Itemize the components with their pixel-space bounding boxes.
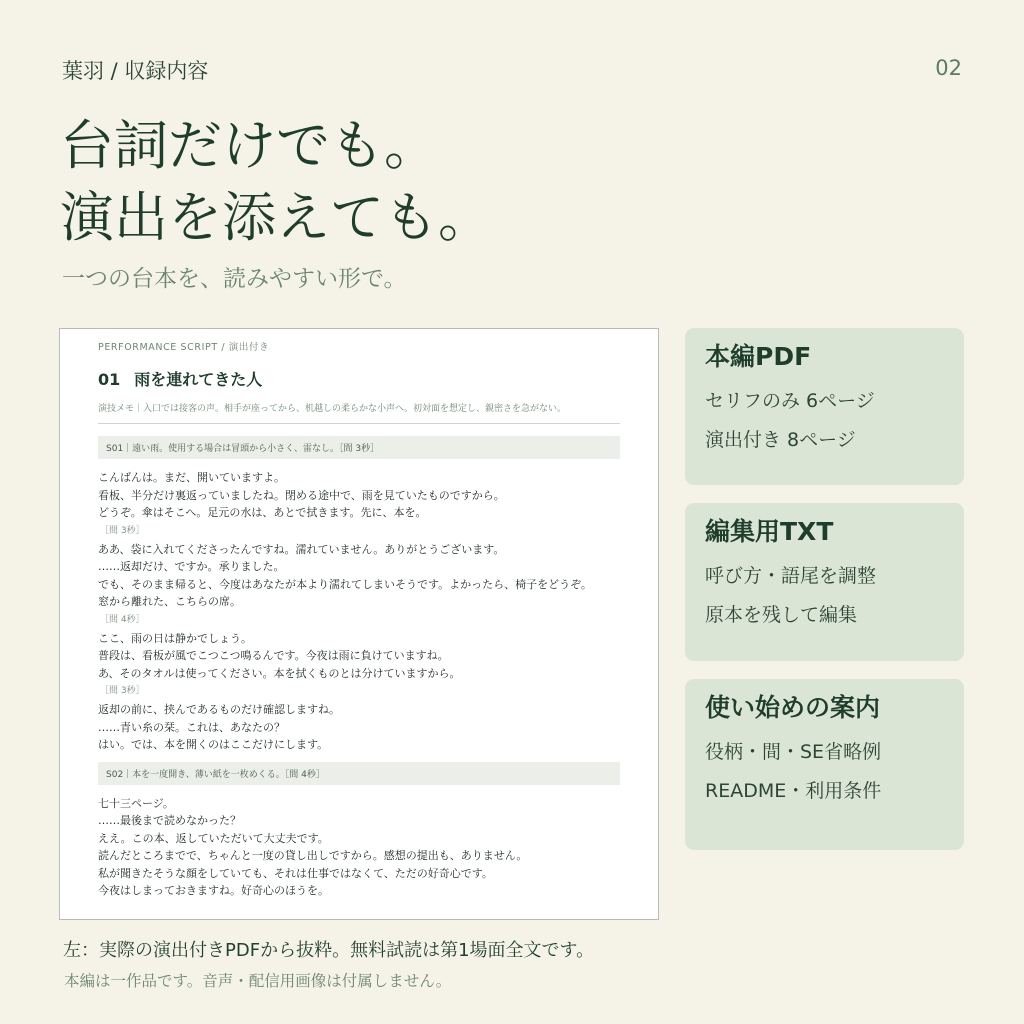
headline-line-2: 演出を添えても。 bbox=[60, 186, 492, 249]
pause-marker: ［間 4秒］ bbox=[100, 614, 145, 625]
script-line: こんばんは。まだ、開いていますよ。 bbox=[98, 471, 285, 484]
script-line: 返却の前に、挟んであるものだけ確認しますね。 bbox=[98, 703, 340, 716]
script-title bbox=[98, 367, 620, 390]
feature-card-item: 呼び方・語尾を調整 bbox=[705, 565, 877, 587]
script-line: 看板、半分だけ裏返っていましたね。閉める途中で、雨を見ていたものですから。 bbox=[98, 488, 505, 502]
acting-memo: 演技メモ｜入口では接客の声。相手が座ってから、机越しの柔らかな小声へ。初対面を想定し、親密さを急がない。 bbox=[98, 401, 620, 424]
script-line: 私が聞きたそうな顔をしていても、それは仕事ではなくて、ただの好奇心です。 bbox=[98, 866, 493, 880]
script-line: あ、そのタオルは使ってください。本を拭くものとは分けていますから。 bbox=[98, 666, 461, 680]
footer-note: 左：実際の演出付きPDFから抜粋。無料試読は第1場面全文です。 bbox=[63, 940, 595, 961]
script-kicker: PERFORMANCE SCRIPT / 演出付き bbox=[98, 342, 270, 353]
script-line: どうぞ。傘はそこへ。足元の水は、あとで拭きます。先に、本を。 bbox=[98, 506, 427, 519]
footer-sub-note: 本編は一作品です。音声・配信用画像は付属しません。 bbox=[64, 972, 452, 990]
pause-marker: ［間 3秒］ bbox=[100, 525, 145, 536]
feature-card-item: 役柄・間・SE省略例 bbox=[705, 741, 882, 763]
script-line: はい。では、本を開くのはここだけにします。 bbox=[98, 738, 329, 751]
feature-card-item: 原本を残して編集 bbox=[705, 604, 858, 626]
feature-card-item: README・利用条件 bbox=[705, 780, 882, 802]
feature-card-title: 編集用TXT bbox=[705, 517, 834, 546]
script-preview bbox=[59, 328, 659, 920]
script-line: ……返却だけ、ですか。承りました。 bbox=[98, 560, 285, 573]
feature-card-pdf bbox=[685, 328, 964, 485]
feature-card-txt bbox=[685, 503, 964, 661]
script-number: 01 bbox=[98, 370, 121, 389]
script-line: ええ。この本、返していただいて大丈夫です。 bbox=[98, 831, 329, 845]
script-line: 七十三ページ。 bbox=[98, 796, 174, 810]
script-line: 窓から離れた、こちらの席。 bbox=[98, 595, 241, 608]
script-line: 今夜はしまっておきますね。好奇心のほうを。 bbox=[98, 884, 329, 897]
script-line: でも、そのまま帰ると、今度はあなたが本より濡れてしまいそうです。よかったら、椅子をどうぞ。 bbox=[98, 577, 592, 591]
feature-card-guide bbox=[685, 679, 964, 850]
scene-heading: S01｜遠い雨。使用する場合は冒頭から小さく、雷なし。［間 3秒］ bbox=[98, 436, 620, 459]
pause-marker: ［間 3秒］ bbox=[100, 686, 145, 696]
headline bbox=[60, 110, 492, 254]
headline-line-1: 台詞だけでも。 bbox=[60, 114, 438, 177]
script-line: 普段は、看板が風でこつこつ鳴るんです。今夜は雨に負けていますね。 bbox=[98, 649, 449, 662]
feature-card-title: 使い始めの案内 bbox=[705, 693, 881, 722]
script-title-text: 雨を連れてきた人 bbox=[134, 370, 263, 389]
script-line: ああ、袋に入れてくださったんですね。濡れていません。ありがとうございます。 bbox=[98, 542, 505, 556]
script-line: 読んだところまでで、ちゃんと一度の貸し出しですから。感想の提出も、ありません。 bbox=[98, 849, 528, 862]
feature-card-title: 本編PDF bbox=[705, 342, 812, 371]
script-line: ……青い糸の栞。これは、あなたの？ bbox=[98, 720, 285, 734]
script-line: ここ、雨の日は静かでしょう。 bbox=[98, 631, 252, 645]
script-body bbox=[98, 469, 620, 754]
feature-card-item: セリフのみ 6ページ bbox=[705, 390, 875, 412]
feature-card-item: 演出付き 8ページ bbox=[705, 429, 856, 451]
brand-label: 葉羽 / 収録内容 bbox=[62, 59, 209, 83]
subtitle: 一つの台本を、読みやすい形で。 bbox=[62, 266, 407, 292]
scene-heading: S02｜本を一度開き、薄い紙を一枚めくる。［間 4秒］ bbox=[98, 762, 620, 785]
script-body bbox=[98, 795, 620, 900]
page-number: 02 bbox=[935, 56, 962, 80]
script-line: ……最後まで読めなかった？ bbox=[98, 814, 241, 827]
